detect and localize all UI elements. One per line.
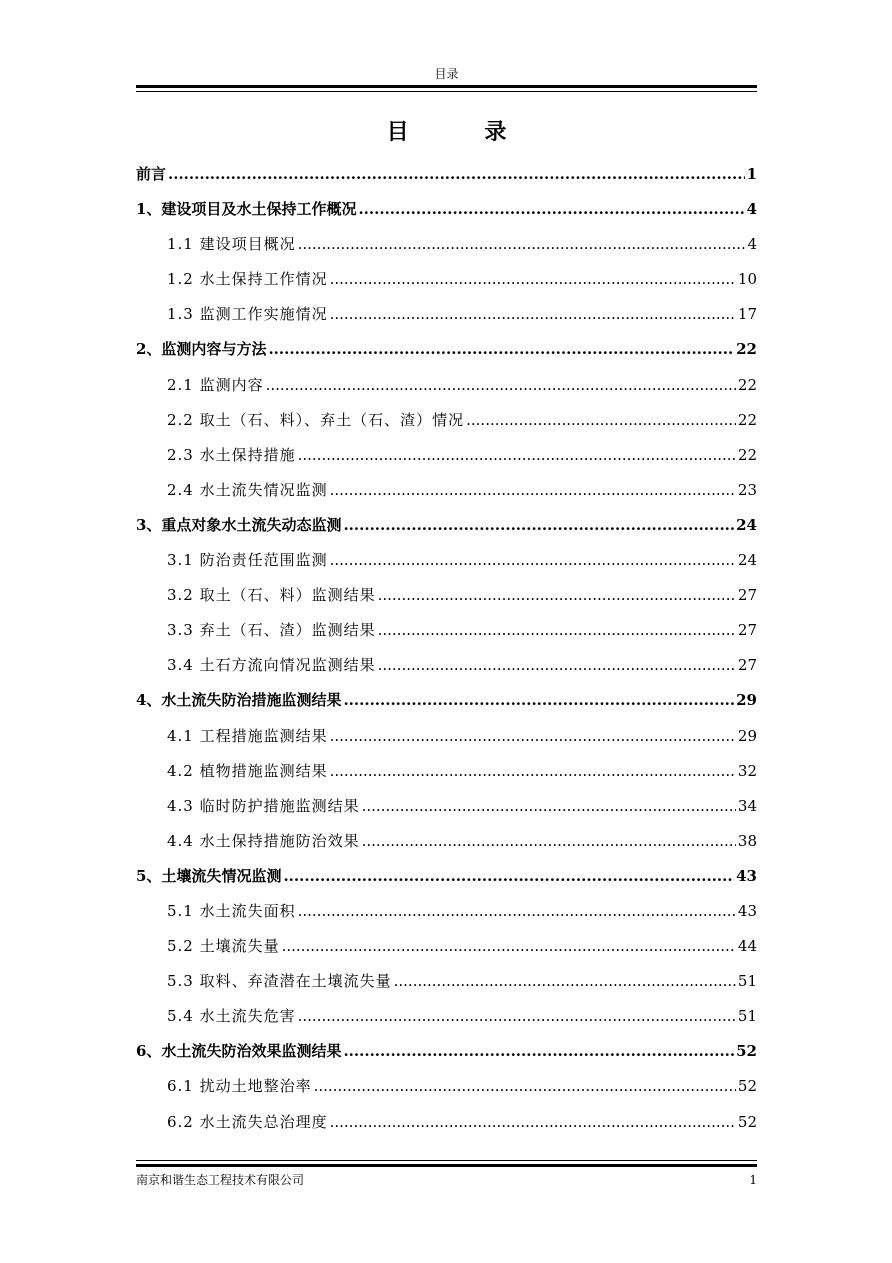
toc-chapter-entry[interactable] — [136, 332, 757, 367]
toc-dot-leader — [298, 894, 736, 929]
toc-section-entry[interactable] — [136, 999, 757, 1034]
toc-entry-page-number: 51 — [737, 1007, 757, 1026]
toc-section-entry[interactable] — [136, 789, 757, 824]
toc-entry-page-number: 34 — [737, 796, 757, 815]
toc-dot-leader — [343, 508, 734, 543]
toc-dot-leader — [343, 683, 734, 718]
toc-entry-page-number: 22 — [737, 375, 757, 394]
toc-entry-title: 1.3 监测工作实施情况 — [167, 305, 328, 324]
page-title: 目 录 — [386, 119, 541, 145]
toc-dot-leader — [330, 719, 736, 754]
footer-rule-thick — [136, 1164, 757, 1167]
toc-entry-title: 5.3 取料、弃渣潜在土壤流失量 — [167, 972, 392, 991]
footer-rule-thin — [136, 1160, 757, 1161]
toc-entry-page-number: 1 — [746, 165, 757, 183]
toc-dot-leader — [330, 1105, 736, 1140]
toc-section-entry[interactable] — [136, 403, 757, 438]
toc-section-entry[interactable] — [136, 227, 757, 262]
toc-dot-leader — [378, 613, 736, 648]
footer-company: 南京和谐生态工程技术有限公司 — [136, 1173, 305, 1187]
toc-entry-page-number: 29 — [736, 691, 757, 710]
toc-entry-page-number: 22 — [736, 340, 757, 359]
toc-entry-title: 5.2 土壤流失量 — [167, 937, 280, 956]
toc-dot-leader — [378, 578, 736, 613]
toc-dot-leader — [362, 789, 736, 824]
toc-section-entry[interactable] — [136, 613, 757, 648]
toc-dot-leader — [330, 297, 736, 332]
toc-dot-leader — [266, 368, 736, 403]
toc-entry-page-number: 27 — [737, 621, 757, 640]
toc-entry-title: 4.2 植物措施监测结果 — [167, 761, 328, 780]
toc-section-entry[interactable] — [136, 438, 757, 473]
toc-entry-title: 6.1 扰动土地整治率 — [167, 1077, 312, 1096]
toc-entry-page-number: 17 — [737, 305, 757, 324]
toc-section-entry[interactable] — [136, 824, 757, 859]
toc-entry-page-number: 22 — [737, 410, 757, 429]
toc-section-entry[interactable] — [136, 473, 757, 508]
header-rule-thin — [136, 91, 757, 92]
toc-entry-page-number: 52 — [736, 1042, 757, 1061]
footer-page-number: 1 — [749, 1173, 757, 1187]
toc-entry-title: 5、土壤流失情况监测 — [136, 866, 282, 885]
toc-dot-leader — [358, 192, 744, 227]
toc-entry-title: 5.4 水土流失危害 — [167, 1007, 296, 1026]
toc-dot-leader — [314, 1069, 736, 1104]
toc-section-entry[interactable] — [136, 894, 757, 929]
toc-section-entry[interactable] — [136, 719, 757, 754]
toc-entry-title: 前言 — [136, 165, 167, 183]
toc-entry-title: 1.1 建设项目概况 — [167, 235, 296, 254]
running-header: 目录 — [434, 67, 459, 81]
toc-entry-page-number: 43 — [737, 901, 757, 920]
toc-entry-page-number: 51 — [737, 972, 757, 991]
toc-entry-title: 3.1 防治责任范围监测 — [167, 551, 328, 570]
toc-entry-title: 6、水土流失防治效果监测结果 — [136, 1042, 342, 1061]
toc-entry-title: 3.4 土石方流向情况监测结果 — [167, 656, 376, 675]
toc-entry-title: 2.4 水土流失情况监测 — [167, 480, 328, 499]
toc-entry-title: 4.3 临时防护措施监测结果 — [167, 796, 360, 815]
toc-entry-page-number: 24 — [736, 515, 757, 534]
toc-entry-page-number: 24 — [737, 551, 757, 570]
toc-section-entry[interactable] — [136, 964, 757, 999]
toc-entry-page-number: 27 — [737, 586, 757, 605]
toc-dot-leader — [394, 964, 736, 999]
toc-section-entry[interactable] — [136, 1105, 757, 1140]
toc-entry-page-number: 52 — [737, 1077, 757, 1096]
toc-entry-page-number: 52 — [737, 1112, 757, 1131]
header-rule-thick — [136, 85, 757, 88]
toc-dot-leader — [168, 157, 745, 192]
toc-chapter-entry[interactable] — [136, 859, 757, 894]
toc-entry-title: 1、建设项目及水土保持工作概况 — [136, 200, 357, 219]
toc-entry-title: 2.2 取土（石、料）、弃土（石、渣）情况 — [167, 410, 465, 429]
toc-entry-page-number: 27 — [737, 656, 757, 675]
toc-entry-page-number: 4 — [747, 235, 757, 254]
table-of-contents — [136, 157, 757, 1140]
toc-dot-leader — [362, 824, 736, 859]
toc-entry-title: 2.3 水土保持措施 — [167, 445, 296, 464]
toc-dot-leader — [343, 1034, 734, 1069]
toc-section-entry[interactable] — [136, 578, 757, 613]
toc-entry-page-number: 43 — [736, 866, 757, 885]
toc-dot-leader — [298, 999, 736, 1034]
toc-entry-title: 4.4 水土保持措施防治效果 — [167, 831, 360, 850]
toc-chapter-entry[interactable] — [136, 1034, 757, 1069]
toc-section-entry[interactable] — [136, 543, 757, 578]
toc-entry-page-number: 32 — [737, 761, 757, 780]
toc-entry-title: 3.3 弃土（石、渣）监测结果 — [167, 621, 376, 640]
toc-dot-leader — [298, 227, 746, 262]
toc-dot-leader — [330, 473, 736, 508]
toc-entry-page-number: 29 — [737, 726, 757, 745]
toc-chapter-entry[interactable] — [136, 683, 757, 718]
toc-section-entry[interactable] — [136, 1069, 757, 1104]
toc-section-entry[interactable] — [136, 648, 757, 683]
toc-entry-page-number: 4 — [746, 200, 757, 219]
toc-entry-title: 6.2 水土流失总治理度 — [167, 1112, 328, 1131]
toc-section-entry[interactable] — [136, 368, 757, 403]
toc-dot-leader — [268, 332, 734, 367]
toc-dot-leader — [330, 543, 736, 578]
toc-entry-title: 4、水土流失防治措施监测结果 — [136, 691, 342, 710]
toc-dot-leader — [283, 859, 734, 894]
toc-dot-leader — [298, 438, 736, 473]
toc-section-entry[interactable] — [136, 754, 757, 789]
toc-section-entry[interactable] — [136, 297, 757, 332]
toc-entry-title: 2、监测内容与方法 — [136, 340, 267, 359]
toc-entry-title: 1.2 水土保持工作情况 — [167, 270, 328, 289]
toc-entry-title: 4.1 工程措施监测结果 — [167, 726, 328, 745]
toc-dot-leader — [378, 648, 736, 683]
running-footer — [136, 1172, 757, 1188]
toc-entry-title: 3、重点对象水土流失动态监测 — [136, 515, 342, 534]
toc-chapter-entry[interactable] — [136, 157, 757, 192]
toc-entry-page-number: 22 — [737, 445, 757, 464]
toc-chapter-entry[interactable] — [136, 508, 757, 543]
toc-chapter-entry[interactable] — [136, 192, 757, 227]
toc-dot-leader — [282, 929, 736, 964]
toc-entry-page-number: 44 — [737, 937, 757, 956]
toc-entry-title: 3.2 取土（石、料）监测结果 — [167, 586, 376, 605]
toc-dot-leader — [330, 754, 736, 789]
toc-section-entry[interactable] — [136, 929, 757, 964]
toc-dot-leader — [330, 262, 736, 297]
toc-entry-title: 5.1 水土流失面积 — [167, 901, 296, 920]
toc-entry-page-number: 10 — [737, 270, 757, 289]
toc-dot-leader — [466, 403, 736, 438]
toc-entry-title: 2.1 监测内容 — [167, 375, 264, 394]
toc-entry-page-number: 23 — [737, 480, 757, 499]
toc-section-entry[interactable] — [136, 262, 757, 297]
toc-entry-page-number: 38 — [737, 831, 757, 850]
